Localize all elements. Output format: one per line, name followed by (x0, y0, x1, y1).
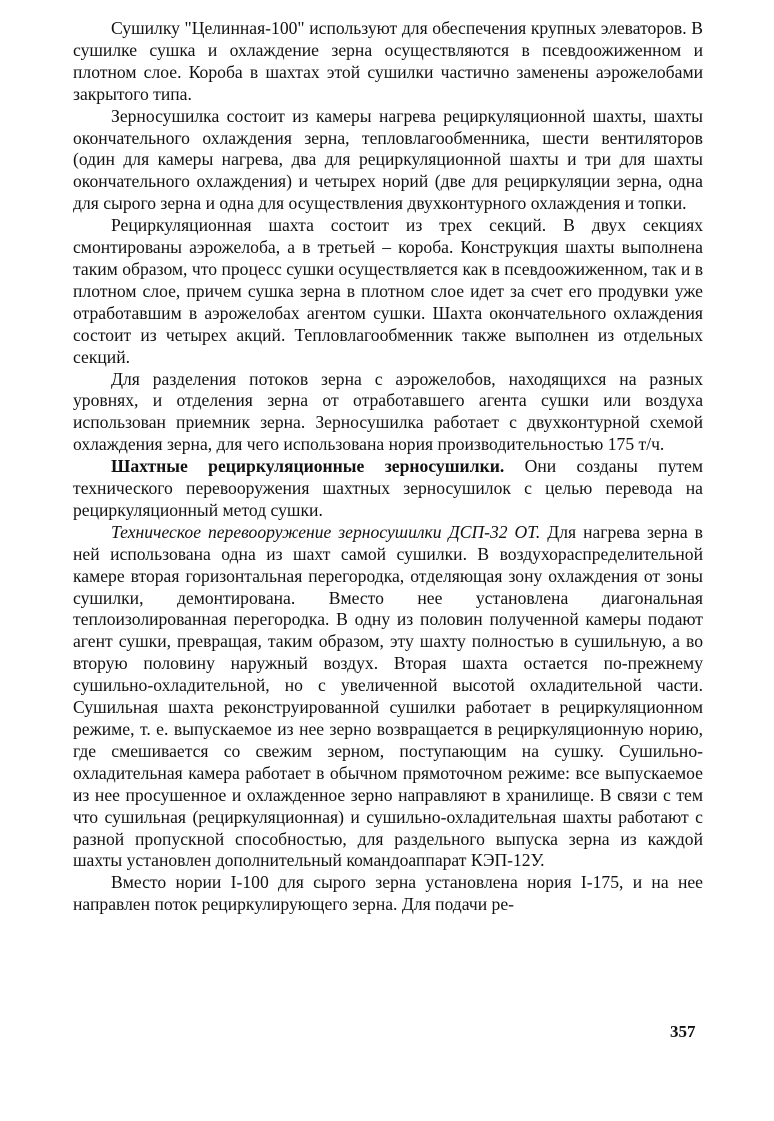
body-text (73, 18, 703, 916)
paragraph-1 (73, 18, 703, 106)
paragraph-5 (73, 456, 703, 522)
paragraph-7-text: Вместо нории I-100 для сырого зерна установлена нория I-175, и на нее направлен поток рециркулирующего зерна. Для подачи ре- (73, 872, 703, 915)
paragraph-7 (73, 872, 703, 916)
paragraph-1-text: Сушилку "Целинная-100" используют для обеспечения крупных элеваторов. В сушилке сушка и охлаждение зерна осуществляются в псевдоожиженном и плотном слое. Короба в шахтах этой сушилки частично заменены аэрожелобами закрытого типа. (73, 18, 703, 104)
paragraph-2 (73, 106, 703, 216)
paragraph-6 (73, 522, 703, 873)
section-heading-shaft-dryers: Шахтные рециркуляционные зерносушилки. (111, 456, 505, 477)
paragraph-2-text: Зерносушилка состоит из камеры нагрева рециркуляционной шахты, шахты окончательного охлаждения зерна, тепловлагообменника, шести вентиляторов (один для камеры нагрева, два для рециркуляционной шахты и три для шахты окончательного охлаждения) и четырех норий (две для рециркуляции зерна, одна для сырого зерна и одна для осуществления двухконтурного охлаждения и топки. (73, 105, 703, 214)
paragraph-3-text: Рециркуляционная шахта состоит из трех секций. В двух секциях смонтированы аэрожелоба, а в третьей – короба. Конструкция шахты выполнена таким образом, что процесс сушки осуществляется как в псевдоожиженном, так и в плотном слое, причем сушка зерна в плотном слое идет за счет его продувки уже отработавшим в аэрожелобах агентом сушки. Шахта окончательного охлаждения состоит из четырех акций. Тепловлагообменник также выполнен из отдельных секций. (73, 215, 703, 367)
paragraph-4 (73, 369, 703, 457)
paragraph-3 (73, 215, 703, 368)
subsection-heading-dsp32: Техническое перевооружение зерносушилки ДСП-32 ОТ. (111, 521, 541, 542)
paragraph-6-text: Для нагрева зерна в ней использована одна из шахт самой сушилки. В воздухораспределительной камере вторая горизонтальная перегородка, отделяющая зону охлаждения от зоны сушилки, демонтирована. Вместо нее установлена диагональная теплоизолированная перегородка. В одну из половин полученной камеры подают агент сушки, превращая, таким образом, эту шахту полностью в сушильную, а во вторую половину наружный воздух. Вторая шахта остается по-прежнему сушильно-охладительной, но с увеличенной высотой охладительной части. Сушильная шахта реконструированной сушилки работает в рециркуляционном режиме, т. е. выпускаемое из нее зерно возвращается в рециркуляционную норию, где смешивается со свежим зерном, поступающим на сушку. Сушильно-охладительная камера работает в обычном прямоточном режиме: все выпускаемое из нее просушенное и охлажденное зерно направляют в хранилище. В связи с тем что сушильная (рециркуляционная) и сушильно-охладительная шахты работают с разной пропускной способностью, для раздельного выпуска зерна из каждой шахты установлен дополнительный командоаппарат КЭП-12У. (73, 521, 703, 871)
paragraph-5-text: Они созданы путем технического перевооружения шахтных зерносушилок с целью перевода на рециркуляционный метод сушки. (73, 456, 703, 520)
paragraph-4-text: Для разделения потоков зерна с аэрожелобов, находящихся на разных уровнях, и отделения зерна от отработавшего агента сушки или воздуха использован приемник зерна. Зерносушилка работает с двухконтурной схемой охлаждения зерна, для чего использована нория производительностью 175 т/ч. (73, 368, 703, 455)
page-number: 357 (670, 1022, 696, 1041)
